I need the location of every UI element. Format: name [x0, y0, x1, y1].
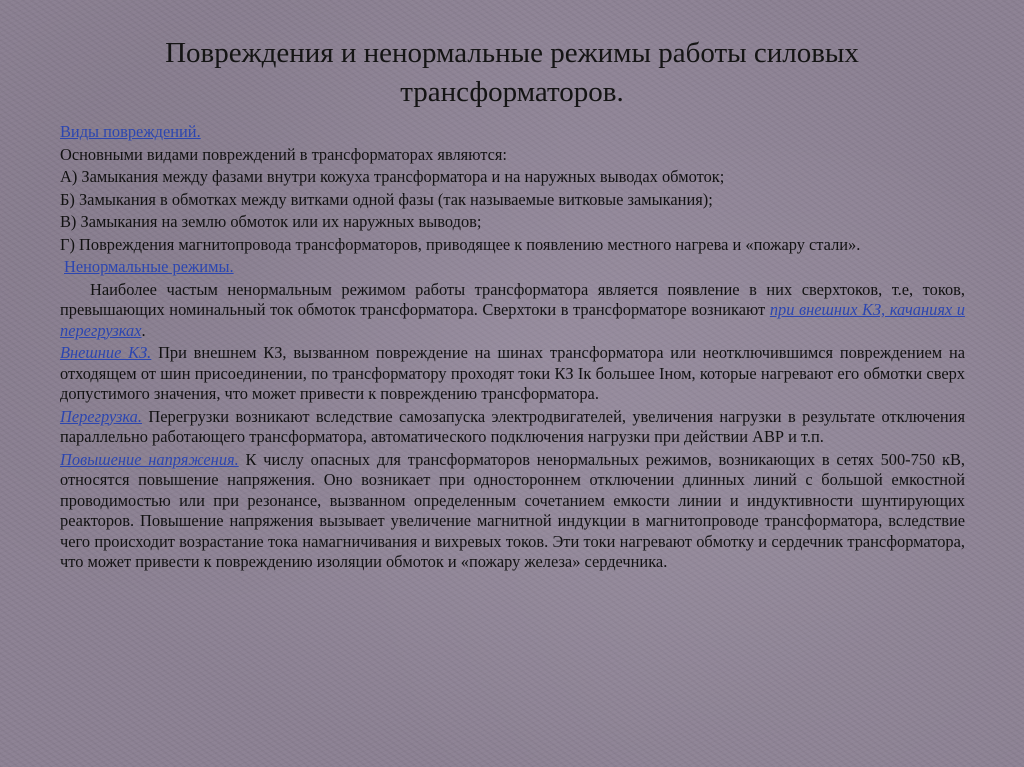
- abnormal-modes-link[interactable]: Ненормальные режимы.: [64, 257, 234, 276]
- overload-paragraph: [60, 407, 965, 448]
- abnormal-modes-end: .: [141, 320, 146, 340]
- slide-body: [60, 122, 965, 575]
- overload-text: Перегрузки возникают вследствие самозапуска электродвигателей, увеличения нагрузки в результате отключения параллельно работающего трансформатора, автоматического подключения нагрузки при действии АВР и т.п.: [60, 406, 965, 446]
- damage-types-heading-line: [60, 122, 965, 143]
- overvoltage-paragraph: [60, 450, 965, 573]
- external-sc-text: При внешнем КЗ, вызванном повреждение на шинах трансформатора или неотключившимся повреждением на отходящем от шин присоединении, по трансформатору проходят токи КЗ Iк большее Iном, которые нагревают его обмотки сверх допустимого значения, что может привести к повреждению трансформатора.: [60, 343, 965, 403]
- overload-link[interactable]: Перегрузка.: [60, 406, 142, 426]
- overvoltage-link[interactable]: Повышение напряжения.: [60, 449, 239, 469]
- damage-types-link[interactable]: Виды повреждений.: [60, 122, 201, 141]
- damage-item-c: В) Замыкания на землю обмоток или их наружных выводов;: [60, 212, 482, 231]
- external-sc-link[interactable]: Внешние КЗ.: [60, 343, 152, 362]
- abnormal-modes-heading-line: [60, 257, 965, 278]
- damage-types-intro: Основными видами повреждений в трансформаторах являются:: [60, 144, 507, 164]
- slide-title-line2: трансформаторов.: [400, 76, 624, 108]
- damage-item-b: Б) Замыкания в обмотках между витками одной фазы (так называемые витковые замыкания);: [60, 189, 713, 209]
- slide-title: [60, 34, 964, 112]
- abnormal-modes-text: Наиболее частым ненормальным режимом работы трансформатора является появление в них сверхтоков, т.е, токов, превышающих номинальный ток обмоток трансформатора. Сверхтоки в трансформаторе возникают: [60, 279, 965, 319]
- damage-item-d: Г) Повреждения магнитопровода трансформаторов, приводящее к появлению местного нагрева и «пожару стали».: [60, 234, 861, 254]
- slide-title-line1: Повреждения и ненормальные режимы работы силовых: [165, 37, 859, 69]
- overvoltage-text: К числу опасных для трансформаторов ненормальных режимов, возникающих в сетях 500-750 кВ, относятся повышение напряжения. Оно возникает при одностороннем отключении длинных линий с большой емкостной проводимостью или при резонансе, вызванном определенным сочетанием емкости линии и индуктивности шунтирующих реакторов. Повышение напряжения вызывает увеличение магнитной индукции в магнитопроводе трансформатора, вследствие чего происходит возрастание тока намагничивания и вихревых токов. Эти токи нагревают обмотку и сердечник трансформатора, что может привести к повреждению изоляции обмоток и «пожару железа» сердечника.: [60, 449, 965, 571]
- damage-item-a: А) Замыкания между фазами внутри кожуха трансформатора и на наружных выводах обмоток;: [60, 167, 725, 186]
- external-sc-paragraph: [60, 343, 965, 405]
- overcurrent-causes-link[interactable]: при внешних КЗ, качаниях и перегрузках: [60, 300, 965, 340]
- abnormal-modes-paragraph: [60, 280, 965, 342]
